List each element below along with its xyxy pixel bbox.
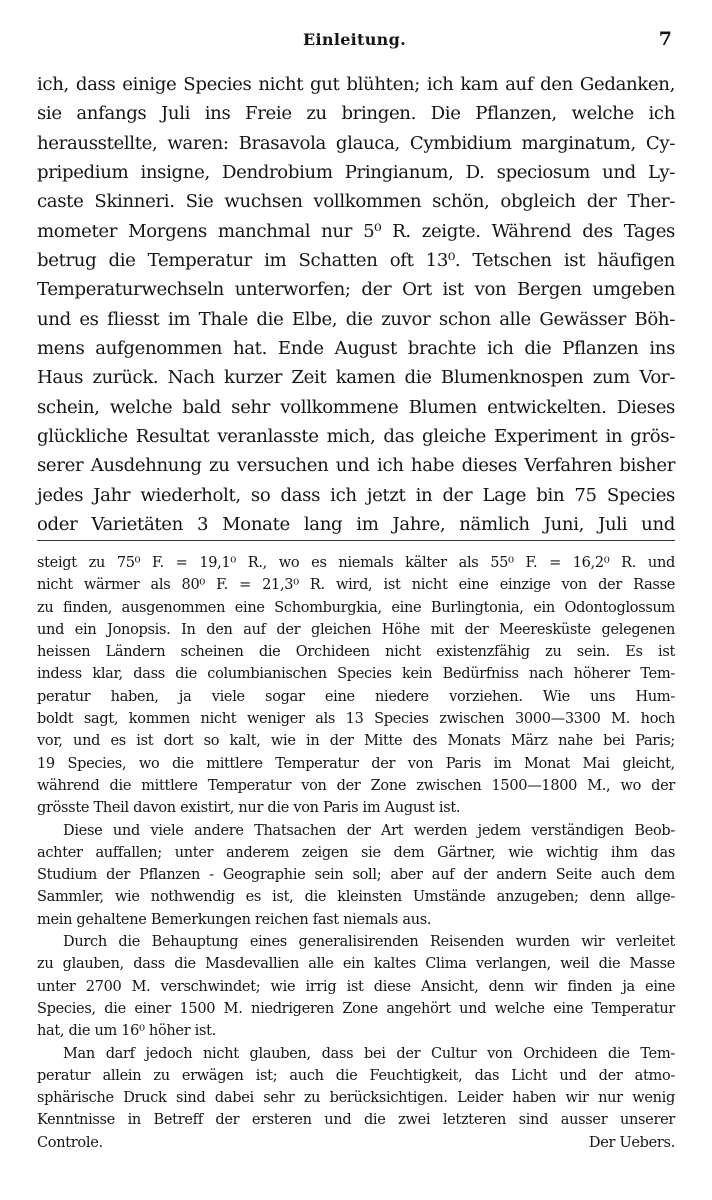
footnote-line: Kenntnisse in Betreff der ersteren und die zwei letzteren sind ausser unserer [37, 1112, 675, 1129]
text-line: Temperaturwechseln unterworfen; der Ort ist von Bergen umgeben [37, 279, 675, 301]
text-line: ich, dass einige Species nicht gut blühten; ich kam auf den Gedanken, [37, 74, 675, 95]
page-number: 7 [658, 28, 672, 50]
text-line: jedes Jahr wiederholt, so dass ich jetzt in der Lage bin 75 Species [37, 484, 675, 506]
text-line: caste Skinneri. Sie wuchsen vollkommen schön, obgleich der Ther- [37, 191, 675, 213]
footnote-line: und ein Jonopsis. In den auf der gleichen Höhe mit der Meeresküste gelegenen [37, 621, 675, 638]
signature: Der Uebers. [588, 1134, 675, 1151]
footnote-line: hat, die um 16⁰ höher ist. [37, 1023, 216, 1040]
footnote-line: während die mittlere Temperatur von der Zone zwischen 1500—1800 M., wo der [37, 777, 675, 794]
footnote-line: heissen Ländern scheinen die Orchideen nicht existenzfähig zu sein. Es ist [37, 644, 675, 661]
footnote-line: grösste Theil davon existirt, nur die von Paris im August ist. [37, 800, 461, 817]
footnote-line: Durch die Behauptung eines generalisirenden Reisenden wurden wir verleitet [63, 934, 675, 951]
text-line: herausstellte, waren: Brasavola glauca, Cymbidium marginatum, Cy- [37, 132, 675, 154]
page-header [37, 30, 672, 58]
footnote-line: nicht wärmer als 80⁰ F. = 21,3⁰ R. wird, ist nicht eine einzige von der Rasse [37, 577, 675, 594]
footnote-line: indess klar, dass die columbianischen Species kein Bedürfniss nach höherer Tem- [37, 666, 675, 683]
text-line: schein, welche bald sehr vollkommene Blumen entwickelten. Dieses [37, 396, 675, 418]
running-head: Einleitung. [303, 30, 406, 49]
footnote-line: unter 2700 M. verschwindet; wie irrig ist diese Ansicht, denn wir finden ja eine [37, 978, 675, 995]
footnote-line: Controle. [37, 1134, 103, 1151]
text-line: mometer Morgens manchmal nur 5⁰ R. zeigte. Während des Tages [37, 220, 675, 242]
text-line: und es fliesst im Thale die Elbe, die zuvor schon alle Gewässer Böh- [37, 308, 675, 330]
footnote-line: sphärische Druck sind dabei sehr zu berücksichtigen. Leider haben wir nur wenig [37, 1090, 675, 1107]
footnote-block [37, 552, 675, 1154]
text-line: mens aufgenommen hat. Ende August brachte ich die Pflanzen ins [37, 338, 675, 360]
footnote-line: vor, und es ist dort so kalt, wie in der Mitte des Monats März nahe bei Paris; [37, 733, 675, 750]
footnote-line: peratur haben, ja viele sogar eine niedere vorziehen. Wie uns Hum- [37, 688, 675, 705]
text-line: betrug die Temperatur im Schatten oft 13⁰. Tetschen ist häufigen [37, 250, 675, 272]
footnote-line: achter auffallen; unter anderem zeigen sie dem Gärtner, wie wichtig ihm das [37, 844, 675, 861]
footnote-line: Sammler, wie nothwendig es ist, die kleinsten Umstände anzugeben; denn allge- [37, 889, 675, 906]
text-line: serer Ausdehnung zu versuchen und ich habe dieses Verfahren bisher [37, 455, 675, 477]
footnote-line: zu glauben, dass die Masdevallien alle ein kaltes Clima verlangen, weil die Masse [37, 956, 675, 973]
footnote-line: Species, die einer 1500 M. niedrigeren Zone angehört und welche eine Temperatur [37, 1000, 675, 1017]
footnote-line: Man darf jedoch nicht glauben, dass bei der Cultur von Orchideen die Tem- [63, 1045, 675, 1062]
footnote-line: mein gehaltene Bemerkungen reichen fast niemals aus. [37, 911, 432, 928]
footnote-line: boldt sagt, kommen nicht weniger als 13 Species zwischen 3000—3300 M. hoch [37, 711, 675, 728]
footnote-line: peratur allein zu erwägen ist; auch die Feuchtigkeit, das Licht und der atmo- [37, 1067, 675, 1084]
footnote-line: steigt zu 75⁰ F. = 19,1⁰ R., wo es niemals kälter als 55⁰ F. = 16,2⁰ R. und [37, 555, 675, 571]
main-text [37, 70, 675, 540]
footnote-line: zu finden, ausgenommen eine Schomburgkia, eine Burlingtonia, ein Odontoglossum [37, 599, 675, 616]
footnote-line: Studium der Pflanzen - Geographie sein soll; aber auf der andern Seite auch dem [37, 867, 675, 884]
text-line: pripedium insigne, Dendrobium Pringianum, D. speciosum und Ly- [37, 162, 675, 184]
text-line: Haus zurück. Nach kurzer Zeit kamen die Blumenknospen zum Vor- [37, 367, 675, 389]
footnote-line: Diese und viele andere Thatsachen der Art werden jedem verständigen Beob- [63, 822, 675, 839]
footnote-last-line [37, 1132, 675, 1154]
footnote-divider [37, 540, 675, 541]
text-line: sie anfangs Juli ins Freie zu bringen. Die Pflanzen, welche ich [37, 103, 675, 125]
footnote-line: 19 Species, wo die mittlere Temperatur der von Paris im Monat Mai gleicht, [37, 755, 675, 772]
text-line: glückliche Resultat veranlasste mich, das gleiche Experiment in grös- [37, 426, 675, 448]
text-line: oder Varietäten 3 Monate lang im Jahre, nämlich Juni, Juli und [37, 514, 675, 536]
